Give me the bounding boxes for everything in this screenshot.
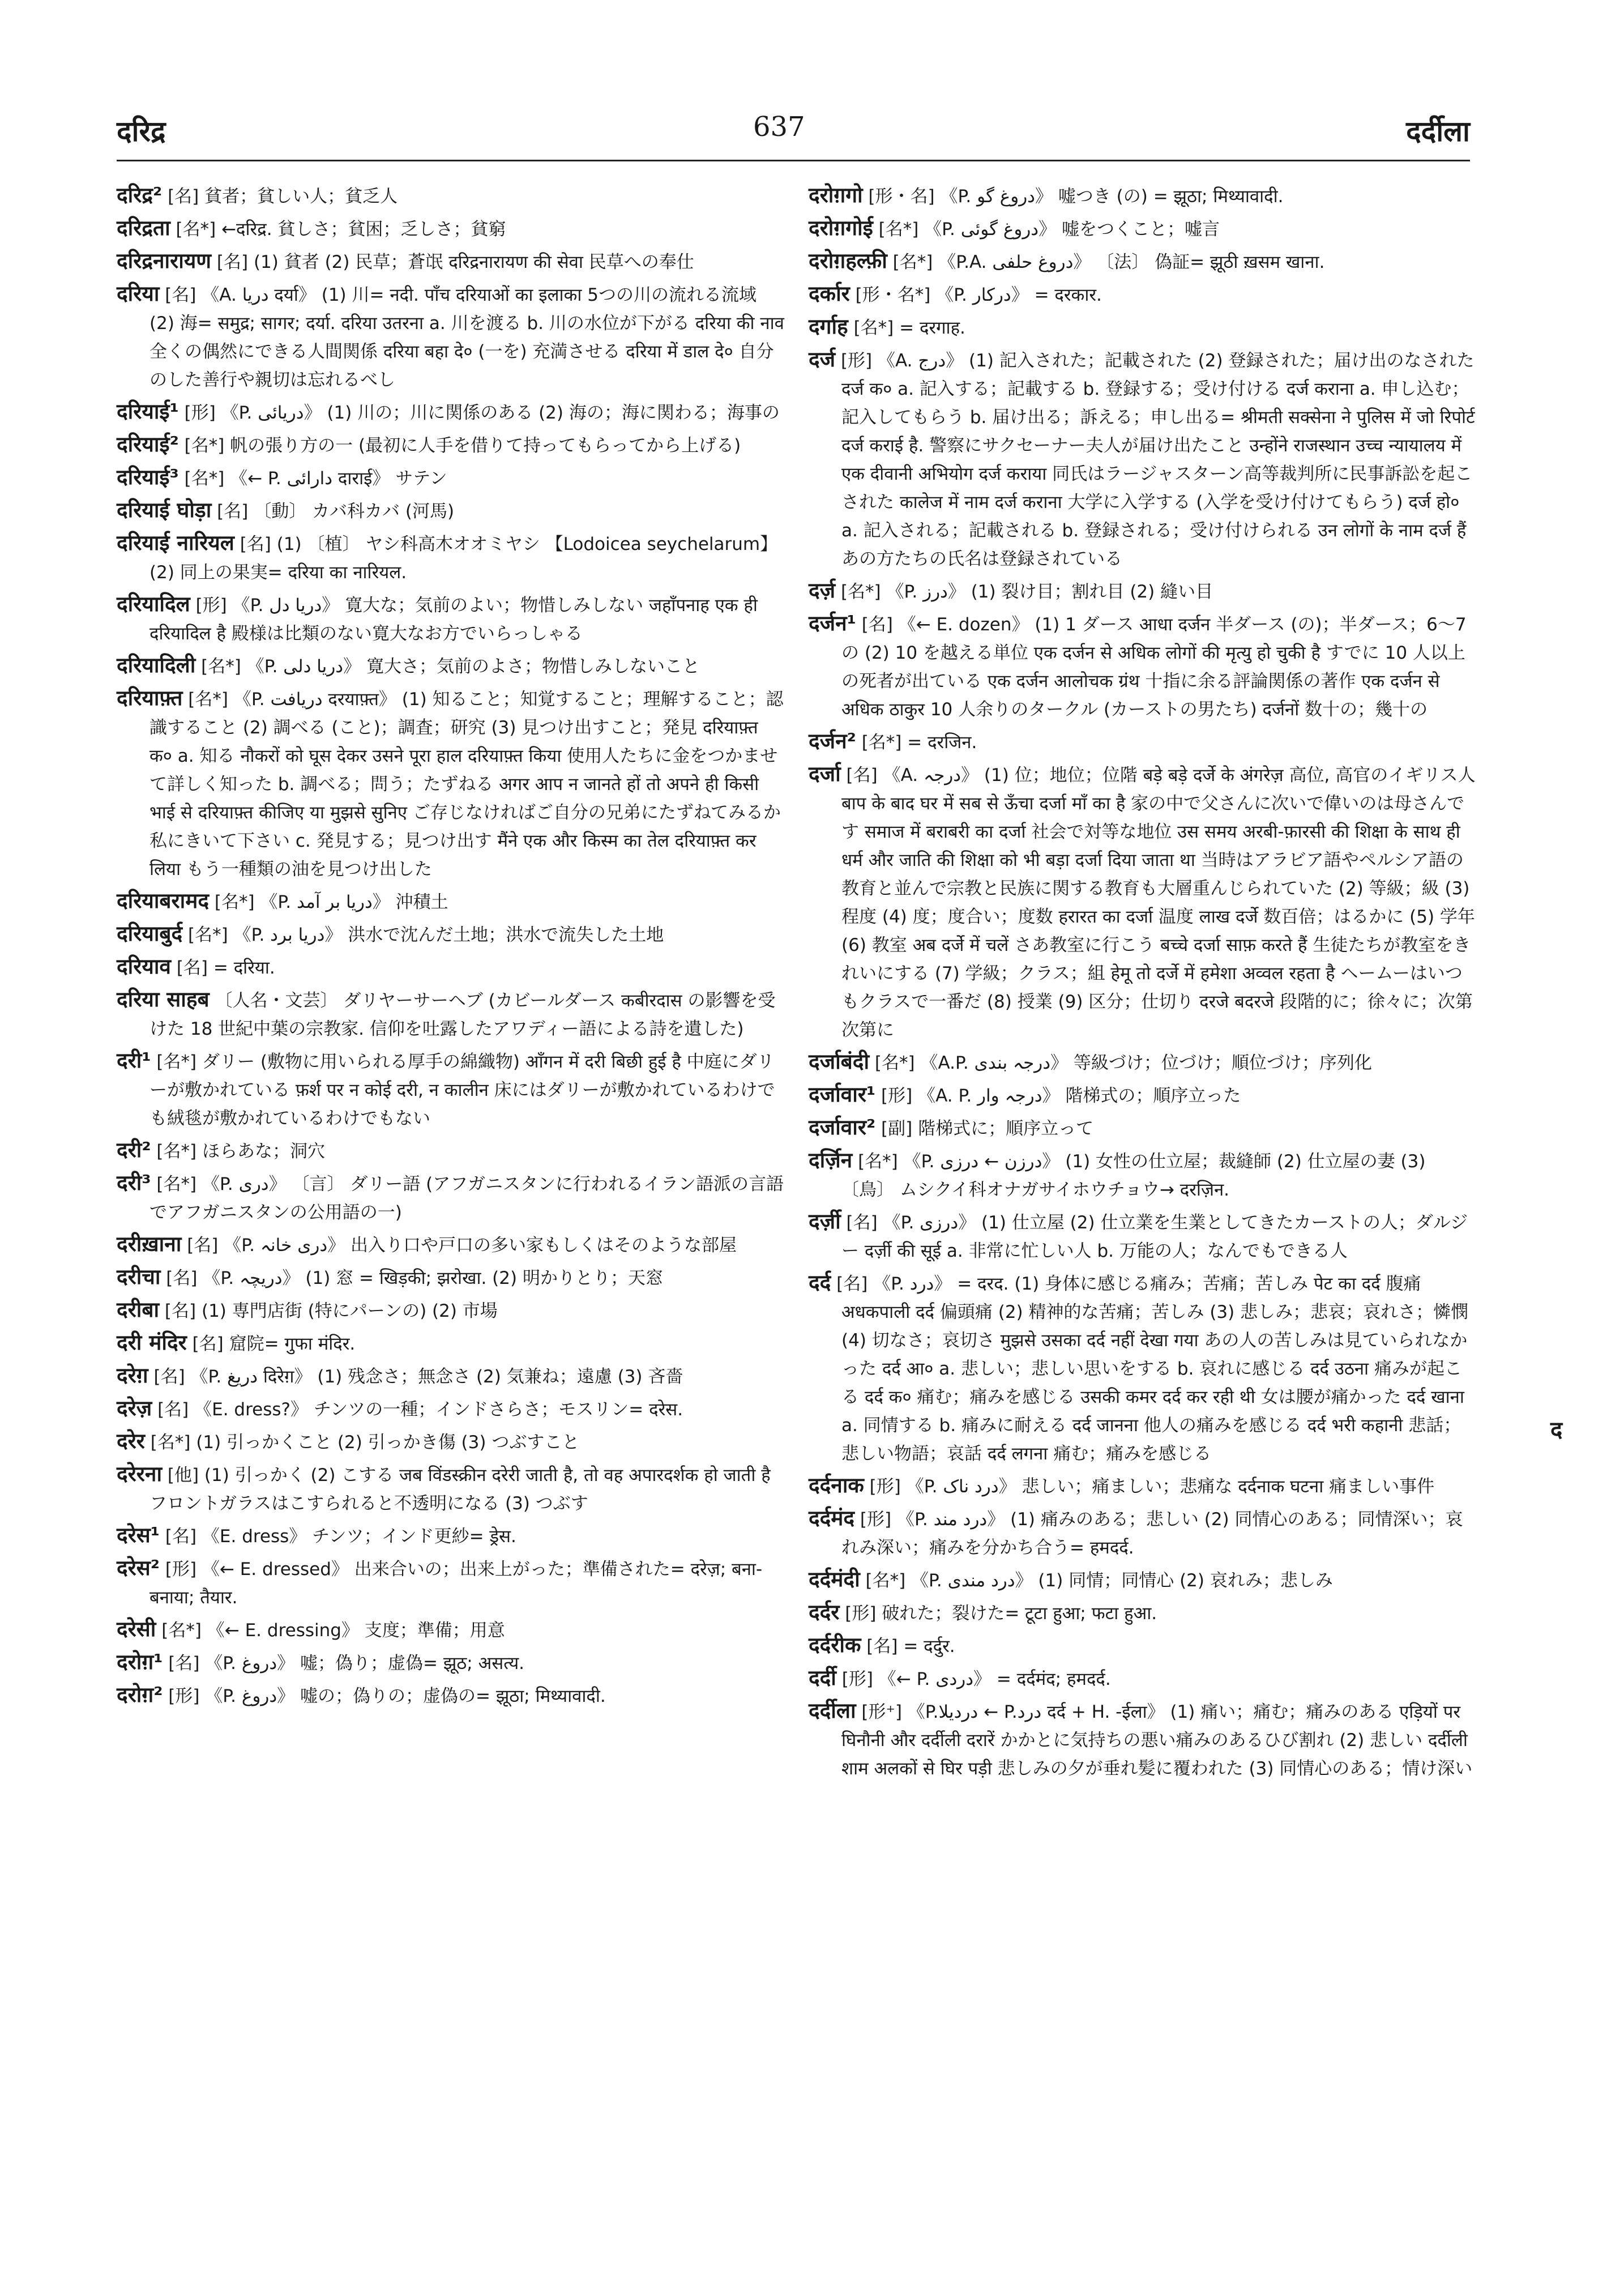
dictionary-entry [117, 1296, 785, 1325]
entry-definition: [名] (1) 専門店街 (特にパーンの) (2) 市場 [159, 1301, 498, 1321]
entry-definition: 〔人名・文芸〕 ダリヤーサーヘブ (カビールダース कबीरदास の影響を受けた 18 世紀中葉の宗教家. 信仰を吐露したアワディー語による詩を遺した) [149, 991, 776, 1039]
entry-definition: [名] 窟院= गुफा मंदिर. [186, 1334, 356, 1354]
entry-definition: [名] 《P. دری خانہ》 出入り口や戸口の多い家もしくはそのような部屋 [181, 1235, 737, 1256]
entry-headword: दरियाई नारियल [117, 531, 234, 555]
dictionary-entry [809, 1697, 1477, 1783]
dictionary-entry [809, 345, 1477, 573]
entry-definition: [名*] 《P. دریا دلی》 寛大さ；気前のよさ；物惜しみしないこと [195, 656, 700, 677]
entry-headword: दर्दमंद [809, 1506, 855, 1530]
entry-headword: दरेर [117, 1429, 145, 1453]
entry-definition: [他] (1) 引っかく (2) こする जब विंडस्क्रीन दरेरी जाती है, तो वह अपारदर्शक हो जाती है フロントガラスはこすられると不透明になる (3) つぶす [149, 1465, 771, 1514]
dictionary-entry [117, 1047, 785, 1133]
entry-headword: दरिद्रता [117, 216, 170, 240]
entry-definition: [名*] 《P. دروغ گوئی》 嘘をつくこと；嘘言 [873, 219, 1220, 240]
entry-definition: [名*] 《P. دریا برد》 洪水で沈んだ土地；洪水で流失した土地 [182, 925, 664, 945]
running-head-left: दरिद्र [117, 115, 166, 148]
entry-definition: [名] 《P. درد》 = दरद. (1) 身体に感じる痛み；苦痛；苦しみ पेट का दर्द 腹痛 अधकपाली दर्द 偏頭痛 (2) 精神的な苦痛；苦しみ (3) 悲しみ；悲哀；哀れさ；憐憫 (4) 切なさ；哀切さ मुझसे उसका दर्द नहीं देखा गया あの人の苦しみは見ていられなかった दर्द आ० a. 悲しい；悲しい思いをする b. 哀れに感じる दर्द उठना 痛みが起こる दर्द क० 痛む；痛みを感じる उसकी कमर दर्द कर रही थी 女は腰が痛かった दर्द खाना a. 同情する b. 痛みに耐える दर्द जानना 他人の痛みを感じる दर्द भरी कहानी 悲話；悲しい物語；哀話 दर्द लगना 痛む；痛みを感じる [831, 1274, 1469, 1464]
dictionary-entry [117, 1521, 785, 1551]
dictionary-entry [809, 1269, 1477, 1468]
dictionary-entry [117, 247, 785, 276]
dictionary-entry [809, 280, 1477, 309]
entry-headword: दर्ज [809, 347, 836, 372]
entry-definition: [名*] 《← E. dressing》 支度；準備；用意 [156, 1620, 505, 1641]
entry-headword: दरेसी [117, 1617, 156, 1641]
entry-definition: [形] 《← E. dressed》 出来合いの；出来上がった；準備された= दरेज़; बना-बनाया; तैयार. [149, 1559, 763, 1608]
dictionary-entry [117, 1554, 785, 1612]
entry-definition: [名] 《P. دریغ दिरेग़》 (1) 残念さ；無念さ (2) 気兼ね；遠慮 (3) 吝嗇 [148, 1367, 683, 1387]
entry-headword: दरियाई घोड़ा [117, 498, 212, 522]
entry-headword: दरिद्र² [117, 183, 163, 207]
entry-headword: दर्गाह [809, 314, 848, 339]
dictionary-entry [117, 496, 785, 526]
dictionary-entry [809, 1207, 1477, 1265]
dictionary-entry [117, 651, 785, 681]
entry-definition: [名*] 《P. درد مندی》 (1) 同情；同情心 (2) 哀れみ；悲しみ [860, 1570, 1333, 1591]
entry-headword: दर्जावार² [809, 1115, 876, 1139]
entry-headword: दर्दीला [809, 1698, 856, 1723]
entry-headword: दर्दमंदी [809, 1567, 860, 1591]
entry-headword: दरीचा [117, 1265, 161, 1289]
entry-definition: [名] 《A. درجہ》 (1) 位；地位；位階 बड़े बड़े दर्जे के अंगरेज़ 高位, 高官のイギリス人 बाप के बाद घर में सब से ऊँचा दर्जा माँ का है 家の中で父さんに次いで偉いのは母さんです समाज में बराबरी का दर्जा 社会で対等な地位 उस समय अरबी-फ़ारसी की शिक्षा के साथ ही धर्म और जाति की शिक्षा को भी बड़ा दर्जा दिया जाता था 当時はアラビア語やペルシア語の教育と並んで宗教と民族に関する教育も大層重んじられていた (2) 等級；級 (3) 程度 (4) 度；度合い；度数 हरारत का दर्जा 温度 लाख दर्जे 数百倍；はるかに (5) 学年 (6) 教室 अब दर्जे में चलें さあ教室に行こう बच्चे दर्जा साफ़ करते हैं 生徒たちが教室をきれいにする (7) 学級；クラス；組 हेमू तो दर्जे में हमेशा अव्वल रहता है ヘームーはいつもクラスで一番だ (8) 授業 (9) 区分；仕切り दरजे बदरजे 段階的に；徐々に；次第次第に [840, 765, 1476, 1040]
entry-headword: दरोग़गो [809, 183, 863, 207]
dictionary-entry [809, 1598, 1477, 1628]
dictionary-entry [117, 1394, 785, 1424]
dictionary-entry [117, 280, 785, 394]
entry-headword: दर्जावार¹ [809, 1082, 876, 1107]
entry-definition: [名*] ←दरिद्र. 貧しさ；貧困；乏しさ；貧窮 [170, 219, 506, 240]
entry-headword: दर्जाबंदी [809, 1049, 870, 1074]
entry-headword: दरेस¹ [117, 1523, 160, 1547]
dictionary-entry [117, 1329, 785, 1358]
entry-headword: दर्जन² [809, 729, 856, 753]
dictionary-entry [117, 1169, 785, 1227]
page-number: 637 [753, 111, 805, 143]
dictionary-entry [117, 953, 785, 982]
entry-headword: दर्दरीक [809, 1633, 861, 1657]
dictionary-entry [809, 1048, 1477, 1077]
entry-headword: दरेस² [117, 1556, 160, 1580]
entry-definition: [形] 《P. دروغ》 嘘の；偽りの；虚偽の= झूठा; मिथ्यावादी. [163, 1686, 606, 1706]
entry-headword: दरोग़¹ [117, 1650, 163, 1674]
entry-definition: [名*] 《P. دریافت दरयाफ़्त》 (1) 知ること；知覚すること；理解すること；認識すること (2) 調べる (こと)；調査；研究 (3) 見つけ出すこと；発見 दरियाफ़्त क० a. 知る नौकरों को घूस देकर उसने पूरा हाल दरियाफ़्त किया 使用人たちに金をつかませて詳しく知った b. 調べる；問う；たずねる अगर आप न जानते हों तो अपने ही किसी भाई से दरियाफ़्त कीजिए या मुझसे सुनिए ご存じなければご自分の兄弟にたずねてみるか私にきいて下さい c. 発見する；見つけ出す मैंने एक और किस्म का तेल दरियाफ़्त कर लिया もう一種類の油を見つけ出した [149, 689, 784, 880]
entry-definition: [形] 《P. درد مند》 (1) 痛みのある；悲しい (2) 同情心のある；同情深い；哀れみ深い；痛みを分かち合う= हमदर्द. [841, 1509, 1463, 1558]
dictionary-entry [117, 430, 785, 460]
dictionary-entry [117, 1615, 785, 1645]
entry-definition: [名*] 《P. دری》 〔言〕 ダリー語 (アフガニスタンに行われるイラン語派の言語でアフガニスタンの公用語の一) [149, 1174, 784, 1223]
dictionary-entry [809, 214, 1477, 244]
entry-headword: दरिया साहब [117, 987, 210, 1011]
dictionary-entry [117, 1361, 785, 1391]
entry-definition: [名] 《← E. dozen》 (1) 1 ダース आधा दर्जन 半ダース (の)；半ダース；6～7 の (2) 10 を越える単位 एक दर्जन से अधिक लोगों की मृत्यु हो चुकी है すでに 10 人以上の死者が出ている एक दर्जन आलोचक ग्रंथ 十指に余る評論関係の著作 एक दर्जन से अधिक ठाकुर 10 人余りのタークル (カーストの男たち) दर्जनों 数十の；幾十の [841, 614, 1467, 720]
entry-headword: दर्जा [809, 762, 841, 786]
entry-headword: दरी³ [117, 1171, 151, 1195]
entry-definition: [名] (1) 貧者 (2) 民草；蒼氓 दरिद्रनारायण की सेवा 民草への奉仕 [211, 252, 694, 272]
dictionary-entry [117, 1263, 785, 1292]
dictionary-entry [809, 1471, 1477, 1501]
dictionary-entry [117, 590, 785, 648]
entry-definition: [名] 《E. dress》 チンツ；インド更紗= ड्रेस. [160, 1526, 516, 1547]
entry-definition: [形] 《P. درد ناک》 悲しい；痛ましい；悲痛な दर्दनाक घटना 痛ましい事件 [864, 1476, 1435, 1497]
right-column [809, 181, 1477, 1786]
entry-headword: दरी¹ [117, 1048, 151, 1073]
entry-headword: दरेरना [117, 1462, 163, 1486]
entry-definition: [形] 破れた；裂けた= टूटा हुआ; फटा हुआ. [839, 1603, 1157, 1624]
entry-headword: दरी² [117, 1138, 151, 1162]
entry-definition: [名*] 《P.A. دروغ حلفی》 〔法〕 偽証= झूठी ख़सम खाना. [887, 252, 1325, 272]
entry-definition: [名*] ダリー (敷物に用いられる厚手の綿織物) आँगन में दरी बिछी हुई है 中庭にダリーが敷かれている फ़र्श पर न कोई दरी, न कालीन 床にはダリーが敷かれているわけでも絨毯が敷かれているわけでもない [149, 1052, 775, 1129]
dictionary-entry [117, 1681, 785, 1710]
dictionary-entry [809, 1504, 1477, 1562]
entry-headword: दर्दर [809, 1600, 840, 1624]
entry-headword: दर्द [809, 1270, 831, 1295]
running-head-right: दर्दीला [1406, 115, 1470, 148]
dictionary-entry [809, 1113, 1477, 1143]
entry-headword: दरियाई³ [117, 465, 179, 489]
entry-headword: दरियाई¹ [117, 399, 179, 424]
entry-definition: [名] 《P. دروغ》 嘘；偽り；虚偽= झूठ; असत्य. [163, 1653, 525, 1674]
entry-headword: दर्ज़िन [809, 1148, 853, 1172]
entry-definition: [名] = दर्दुर. [861, 1636, 955, 1657]
entry-headword: दरीबा [117, 1297, 160, 1322]
dictionary-entry [117, 887, 785, 916]
entry-definition: [形] 《A. P. درجہ وار》 階梯式の；順序立った [875, 1086, 1241, 1106]
entry-headword: दरियादिल [117, 592, 190, 616]
entry-definition: [形] 《P. دریا دل》 寛大な；気前のよい；物惜しみしない जहाँपनाह एक ही दरियादिल है 殿様は比類のない寛大なお方でいらっしゃる [149, 595, 758, 644]
entry-definition: [名] = दरिया. [170, 958, 275, 978]
entry-headword: दर्दी [809, 1666, 836, 1690]
dictionary-entry [117, 1648, 785, 1678]
entry-headword: दर्दनाक [809, 1473, 864, 1497]
dictionary-entry [809, 609, 1477, 724]
entry-headword: दरेज़ [117, 1396, 152, 1420]
entry-headword: दरियाबुर्द [117, 921, 183, 946]
entry-headword: दर्जन¹ [809, 611, 856, 635]
entry-definition: [名*] ほらあな；洞穴 [151, 1141, 325, 1162]
dictionary-entry [809, 760, 1477, 1044]
entry-definition: [名*] = दरगाह. [848, 318, 965, 338]
entry-definition: [名*] 帆の張り方の一 (最初に人手を借りて持ってもらってから上げる) [178, 436, 741, 456]
dictionary-entry [117, 920, 785, 949]
dictionary-entry [809, 727, 1477, 757]
dictionary-entry [117, 1136, 785, 1166]
entry-headword: दरेग़ [117, 1363, 148, 1388]
dictionary-entry [117, 463, 785, 493]
entry-headword: दरियाई² [117, 432, 179, 456]
entry-definition: [形] 《← P. دردی》 = दर्दमंद; हमदर्द. [836, 1669, 1111, 1689]
entry-definition: [名*] 《← P. دارائی दाराई》 サテン [178, 468, 447, 489]
entry-definition: [副] 階梯式に；順序立って [875, 1119, 1094, 1139]
entry-headword: दरियाफ़्त [117, 686, 183, 710]
entry-headword: दरिया [117, 281, 160, 306]
dictionary-entry [809, 1631, 1477, 1661]
dictionary-entry [117, 529, 785, 587]
dictionary-entry [117, 684, 785, 883]
entry-definition: [名] (1) 〔植〕 ヤシ科高木オオミヤシ 【Lodoicea seychelarum】 (2) 同上の果実= दरिया का नारियल. [149, 534, 778, 583]
entry-definition: [名*] 《A.P. درجہ بندی》 等級づけ；位づけ；順位づけ；序列化 [869, 1053, 1372, 1073]
dictionary-entry [117, 1460, 785, 1518]
entry-definition: [名*] 《P. درز》 (1) 裂け目；割れ目 (2) 縫い目 [835, 582, 1213, 602]
entry-headword: दरोग़हल्फ़ी [809, 249, 887, 273]
entry-headword: दरी मंदिर [117, 1330, 187, 1355]
dictionary-entry [809, 313, 1477, 342]
entry-definition: [名*] 《P. دریا بر آمد》 沖積土 [209, 892, 448, 912]
dictionary-entry [809, 181, 1477, 211]
entry-definition: [名] 《P. درزی》 (1) 仕立屋 (2) 仕立業を生業としてきたカーストの人；ダルジー दर्ज़ी की सूई a. 非常に忙しい人 b. 万能の人；なんでもできる人 [840, 1213, 1468, 1261]
entry-definition: [名*] 《P. درزن ← درزی》 (1) 女性の仕立屋；裁縫師 (2) 仕立屋の妻 (3) 〔鳥〕 ムシクイ科オナガサイホウチョウ→ दरज़िन. [841, 1151, 1426, 1200]
left-column [117, 181, 785, 1714]
dictionary-entry [117, 398, 785, 427]
entry-headword: दर्ज़ [809, 578, 836, 603]
entry-headword: दरियाबरामद [117, 889, 210, 913]
dictionary-entry [117, 985, 785, 1043]
dictionary-entry [117, 214, 785, 244]
entry-definition: [形・名] 《P. دروغ گو》 嘘つき (の) = झूठा; मिथ्यावादी. [862, 186, 1284, 207]
entry-definition: [名] 《E. dress?》 チンツの一種；インドさらさ；モスリン= दरेस. [152, 1399, 683, 1420]
entry-definition: [名] 《P. دریچہ》 (1) 窓 = खिड़की; झरोखा. (2) 明かりとり；天窓 [160, 1268, 663, 1288]
dictionary-entry [809, 1146, 1477, 1204]
dictionary-entry [117, 1230, 785, 1260]
dictionary-entry [809, 1081, 1477, 1110]
entry-headword: दरोग़गोई [809, 216, 873, 240]
entry-headword: दरियादिली [117, 653, 196, 677]
entry-headword: दरीख़ाना [117, 1232, 182, 1256]
dictionary-entry [117, 181, 785, 211]
entry-headword: दर्ज़ी [809, 1209, 841, 1234]
entry-definition: [名] 《A. دریا दर्या》 (1) 川= नदी. पाँच दरियाओं का इलाका 5つの川の流れる流域 (2) 海= समुद्र; सागर; दर्या. दरिया उतरना a. 川を渡る b. 川の水位が下がる दरिया की नाव 全くの偶然にできる人間関係 दरिया बहा दे० (一を) 充満させる दरिया में डाल दे० 自分のした善行や親切は忘れるべし [149, 285, 784, 390]
entry-definition: [形] 《A. درج》 (1) 記入された；記載された (2) 登録された；届け出のなされた दर्ज क० a. 記入する；記載する b. 登録する；受け付ける दर्ज कराना a. 申し込む；記入してもらう b. 届け出る；訴える；申し出る= श्रीमती सक्सेना ने पुलिस में जो रिपोर्ट दर्ज कराई है. 警察にサクセーナー夫人が届け出たこと उन्होंने राजस्थान उच्च न्यायालय में एक दीवानी अभियोग दर्ज कराया 同氏はラージャスターン高等裁判所に民事訴訟を起こされた कालेज में नाम दर्ज कराना 大学に入学する (入学を受け付けてもらう) दर्ज हो० a. 記入される；記載される b. 登録される；受け付けられる उन लोगों के नाम दर्ज हैं あの方たちの氏名は登録されている [835, 351, 1475, 569]
entry-definition: [名*] = दरजिन. [856, 732, 977, 753]
entry-headword: दरियाव [117, 954, 171, 979]
entry-definition: [形・名*] 《P. درکار》 = दरकार. [849, 285, 1102, 305]
dictionary-entry [809, 577, 1477, 606]
entry-definition: [名] 貧者；貧しい人；貧乏人 [162, 186, 398, 207]
header-rule [117, 160, 1470, 161]
dictionary-entry [809, 1664, 1477, 1693]
thumb-index-tab: द [1550, 1417, 1563, 1443]
entry-definition: [形⁺] 《P.دردیلا ← P.درد दर्द + H. -ईला》 (1) 痛い；痛む；痛みのある एड़ियों पर घिनौनी और दर्दीली दरारें かかとに気持ちの悪い痛みのあるひび割れ (2) 悲しい दर्दीली शाम अलकों से घिर पड़ी 悲しみの夕が垂れ髪に覆われた (3) 同情心のある；情け深い [841, 1702, 1473, 1779]
dictionary-entry [117, 1427, 785, 1457]
dictionary-entry [809, 1565, 1477, 1595]
entry-headword: दरोग़² [117, 1683, 163, 1707]
entry-definition: [名] 〔動〕 カバ科カバ (河馬) [211, 501, 455, 522]
entry-definition: [名*] (1) 引っかくこと (2) 引っかき傷 (3) つぶすこと [144, 1432, 580, 1453]
entry-definition: [形] 《P. دریائی》 (1) 川の；川に関係のある (2) 海の；海に関わる；海事の [178, 403, 780, 423]
dictionary-entry [809, 247, 1477, 276]
entry-headword: दर्कार [809, 281, 850, 306]
entry-headword: दरिद्रनारायण [117, 249, 212, 273]
